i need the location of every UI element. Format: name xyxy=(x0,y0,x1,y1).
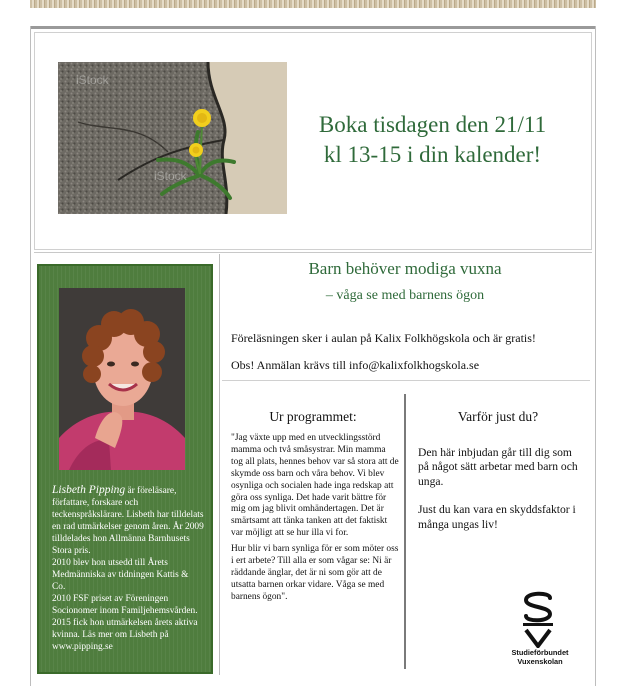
speaker-name: Lisbeth Pipping xyxy=(52,484,126,496)
watermark-text: iStock xyxy=(76,73,109,87)
program-quote-part2: Hur blir vi barn synliga för er som möter oss i ert arbete? Till alla er som vågar se: Ni är räddande änglar, det är ni som gör att de utsatta barnen orkar vidare. Våga se med barnens ögon". xyxy=(231,544,399,602)
bio-award-2010: 2010 blev hon utsedd till Årets Medmänniska av tidningen Kattis & Co. xyxy=(52,558,189,592)
logo-text xyxy=(500,648,580,666)
header-title-line2: kl 13-15 i din kalender! xyxy=(323,142,542,167)
bio-text: är föreläsare, författare, forskare och teckenspråkslärare. Lisbeth har tilldelats en rad utmärkelser genom åren. År 2009 tilldelades hon Allmänna Barnhusets Stora pris. xyxy=(52,486,204,556)
signup-info: Obs! Anmälan krävs till info@kalixfolkhogskola.se xyxy=(231,358,480,372)
vuxenskolan-logo-icon xyxy=(520,590,556,648)
program-quote xyxy=(231,433,399,608)
why-text xyxy=(418,446,578,546)
header-title-line1: Boka tisdagen den 21/11 xyxy=(318,112,547,137)
speaker-bio xyxy=(52,484,204,653)
location-info: Föreläsningen sker i aulan på Kalix Folkhögskola och är gratis! xyxy=(231,331,536,345)
logo-text-line1: Studieförbundet xyxy=(511,648,569,657)
watermark-text: iStock xyxy=(154,169,187,183)
bio-paragraph xyxy=(52,484,204,557)
why-paragraph2: Just du kan vara en skyddsfaktor i många ungas liv! xyxy=(418,503,576,531)
why-paragraph1: Den här inbjudan går till dig som på något sätt arbetar med barn och unga. xyxy=(418,446,578,488)
lecture-subtitle: – våga se med barnens ögon xyxy=(325,288,485,303)
column-divider xyxy=(219,254,220,675)
column-divider-mid xyxy=(404,394,406,669)
lecture-title: Barn behöver modiga vuxna xyxy=(308,259,502,278)
program-heading: Ur programmet: xyxy=(269,409,357,424)
info-divider xyxy=(222,380,590,381)
logo-text-line2: Vuxenskolan xyxy=(517,657,563,666)
header-title xyxy=(300,110,565,170)
top-decorative-strip xyxy=(30,0,596,8)
section-divider xyxy=(34,252,592,253)
program-quote-part1: "Jag växte upp med en utvecklingsstörd mamma och två småsystrar. Min mamma tog all plats, hennes behov var så stora att de skymde oss barn och våra behov. Vi blev osynliga och socialen hade inga redskap att göra oss synliga. Det hade varit bättre för mig om jag blivit omhändertagen. Det är smärtsamt att tänka tanken att det faktiskt var möjligt att se hur illa vi for. xyxy=(231,433,399,539)
dandelion-crack-image xyxy=(58,62,287,214)
bio-award-fsf: 2010 FSF priset av Föreningen Socionomer inom Familjehemsvården. 2015 fick hon utmärkelsen årets aktiva kvinna. Läs mer om Lisbeth på www.pipping.se xyxy=(52,594,198,652)
speaker-photo xyxy=(59,288,185,470)
why-heading: Varför just du? xyxy=(457,409,539,424)
